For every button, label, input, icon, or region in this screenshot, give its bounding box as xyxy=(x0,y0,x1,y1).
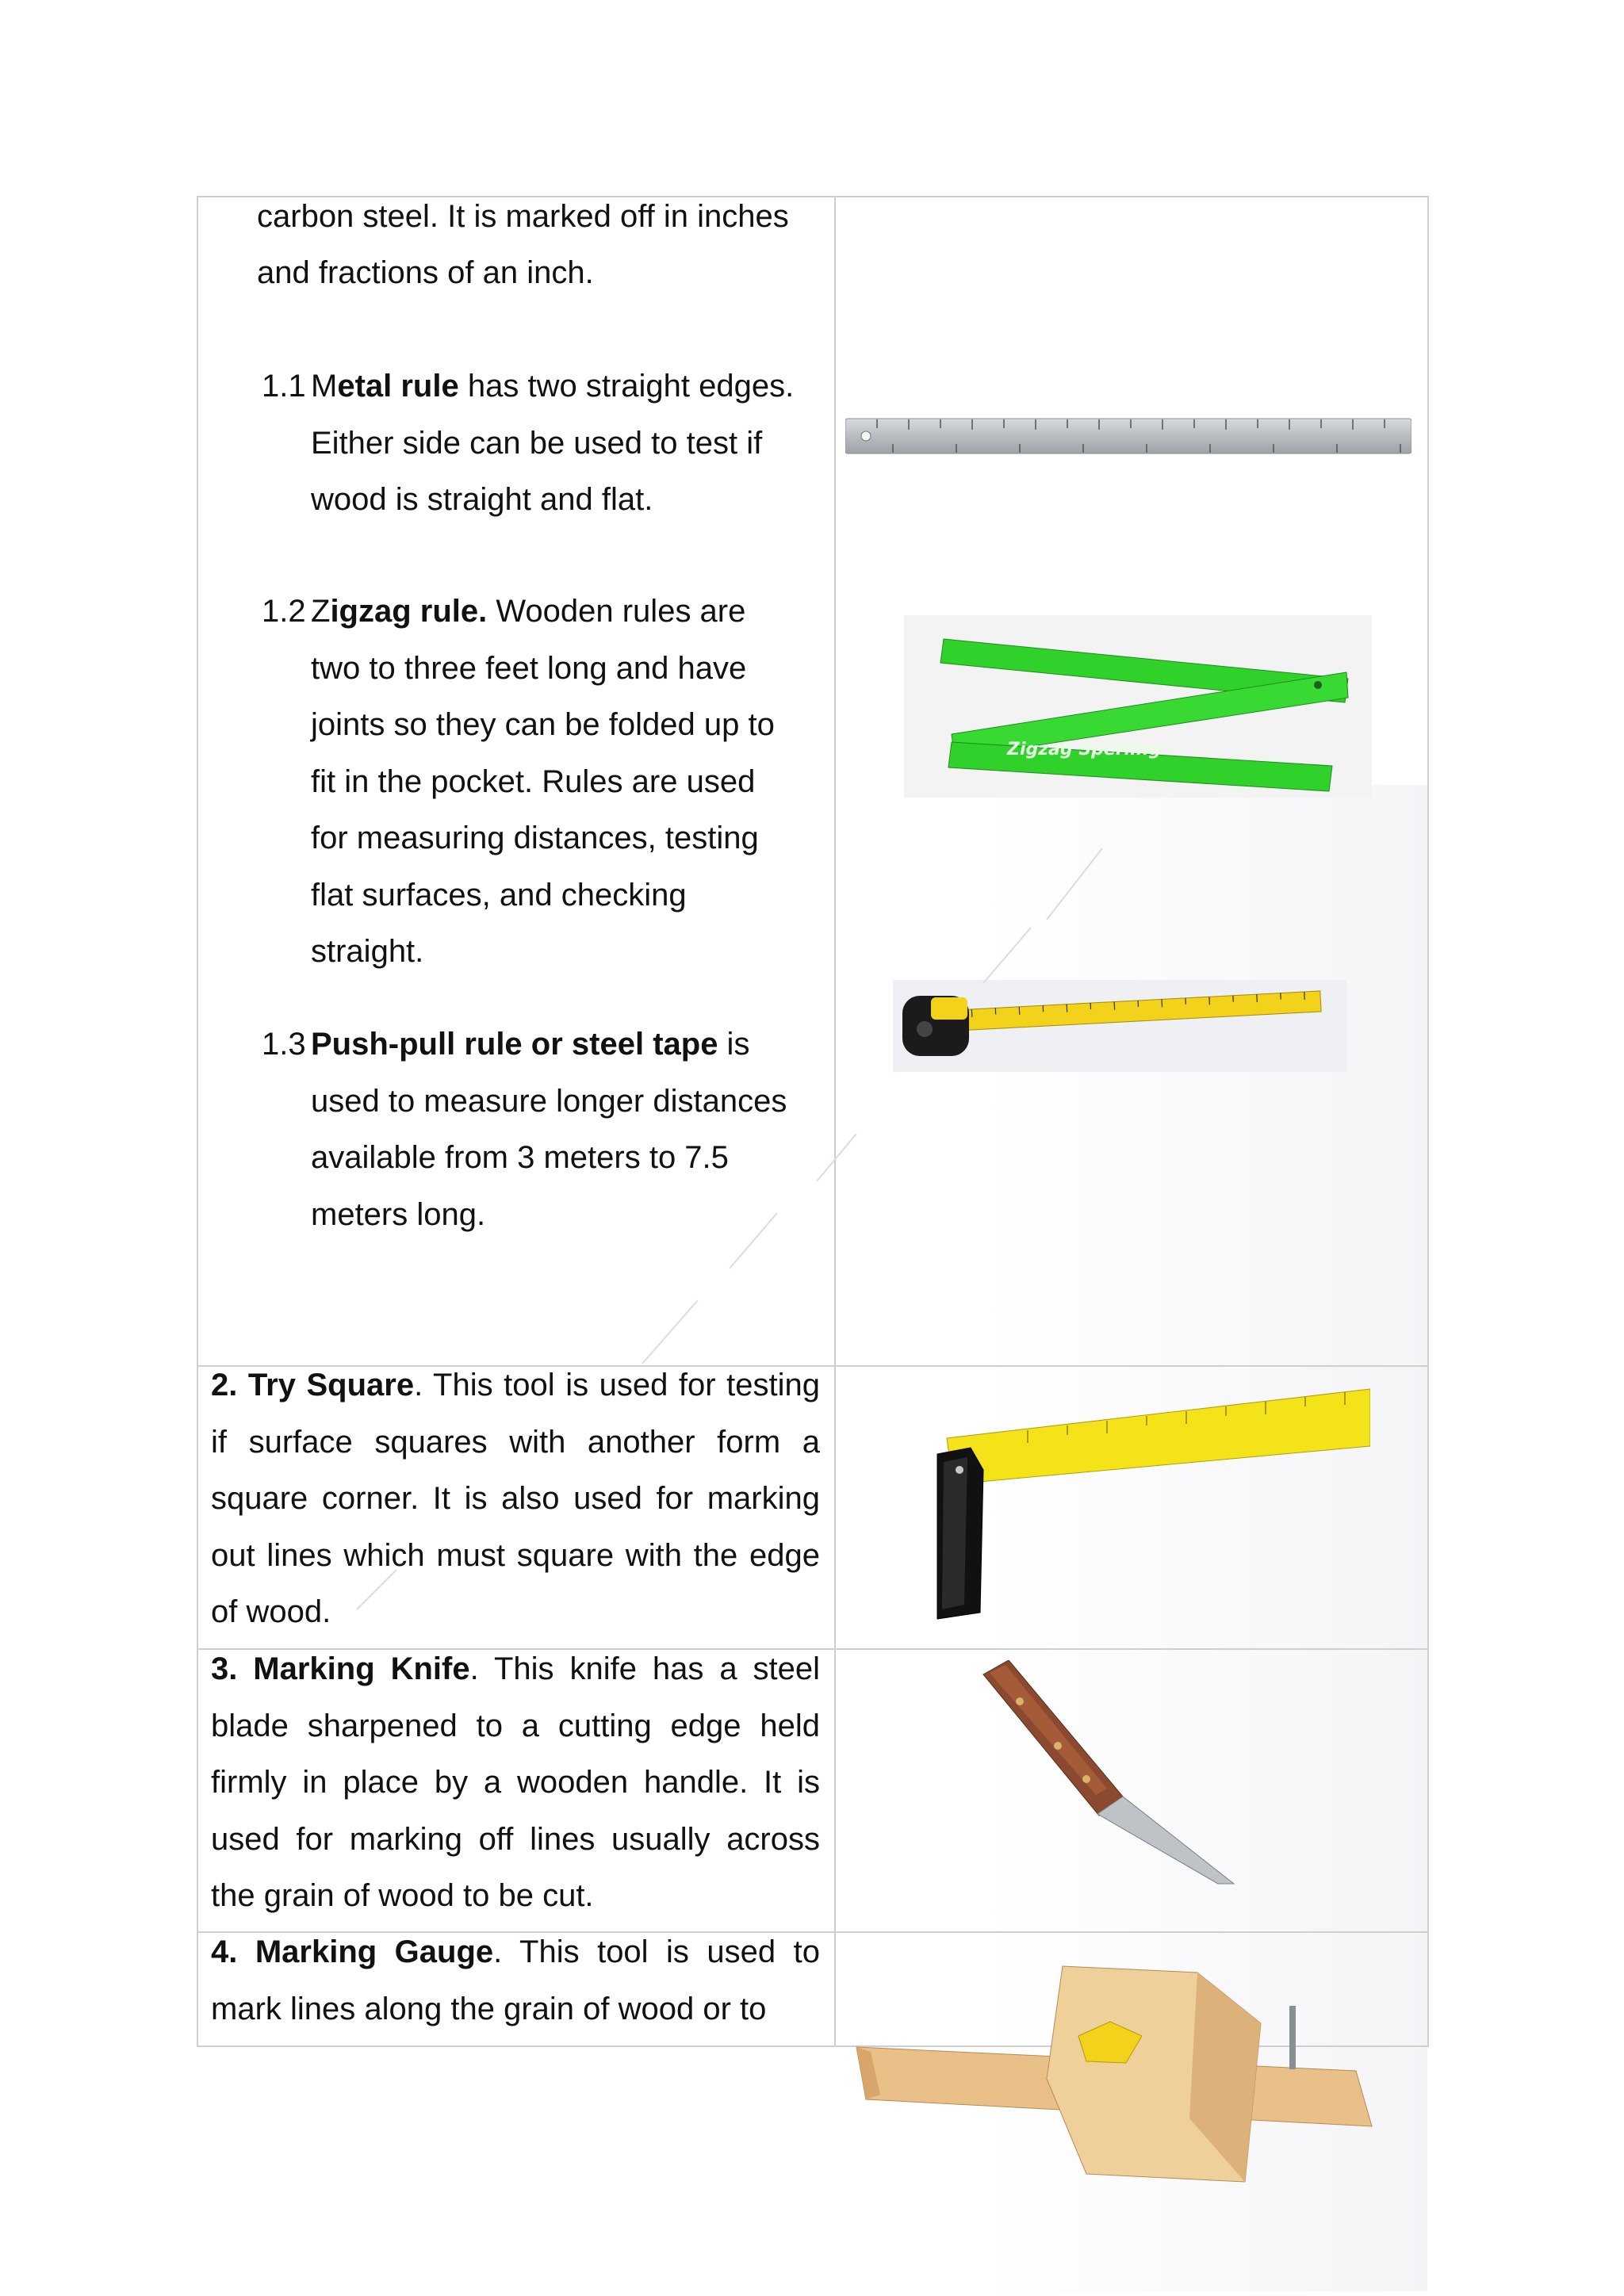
list-text xyxy=(311,358,818,529)
item-description: . This tool is used for testing if surface squares with another form a square corner. It is also used for marking out lines which must square with the edge of wood. xyxy=(211,1368,820,1629)
list-number: 1.3 xyxy=(262,1027,306,1062)
zigzag-rule-icon xyxy=(904,615,1372,798)
marking-gauge-text xyxy=(211,1924,820,2038)
item-title: 3. Marking Knife xyxy=(211,1651,470,1686)
metal-rule-icon xyxy=(845,415,1411,457)
item-title: 2. Try Square xyxy=(211,1368,415,1402)
table-border-left xyxy=(197,196,198,2047)
item-description: Wooden rules are two to three feet long and have joints so they can be folded up to fit in the pocket. Rules are used for measuring distances, testing flat surfaces, and checking straight. xyxy=(311,594,775,969)
intro-line-1: carbon steel. It is marked off in inches xyxy=(257,199,789,234)
marking-knife-icon xyxy=(972,1660,1242,1885)
list-number: 1.2 xyxy=(262,594,306,629)
title-lead: Z xyxy=(311,594,331,629)
item-description: . This tool is used to mark lines along the grain of wood or to xyxy=(211,1934,820,2026)
item-description: . This knife has a steel blade sharpened to a cutting edge held firmly in place by a wooden handle. It is used for marking off lines usually across the grain of wood to be cut. xyxy=(211,1651,820,1913)
list-number: 1.1 xyxy=(262,369,306,404)
item-description: has two straight edges. Either side can be used to test if wood is straight and flat. xyxy=(311,369,795,517)
title-lead: M xyxy=(311,369,338,404)
marking-knife-text xyxy=(211,1641,820,1925)
item-title: Push-pull rule or steel tape xyxy=(311,1027,718,1062)
intro-line-2: and fractions of an inch. xyxy=(257,255,594,290)
zigzag-brand-label: Zigzag Sperling xyxy=(1007,740,1162,760)
item-title: 4. Marking Gauge xyxy=(211,1934,494,1969)
item-title: igzag rule. xyxy=(330,594,488,629)
item-title: etal rule xyxy=(337,369,459,404)
table-border-right xyxy=(1427,196,1429,2047)
marking-gauge-icon xyxy=(848,1960,1375,2198)
item-description: is used to measure longer distances available from 3 meters to 7.5 meters long. xyxy=(311,1027,787,1232)
scan-artifact-lines xyxy=(333,840,1110,1617)
